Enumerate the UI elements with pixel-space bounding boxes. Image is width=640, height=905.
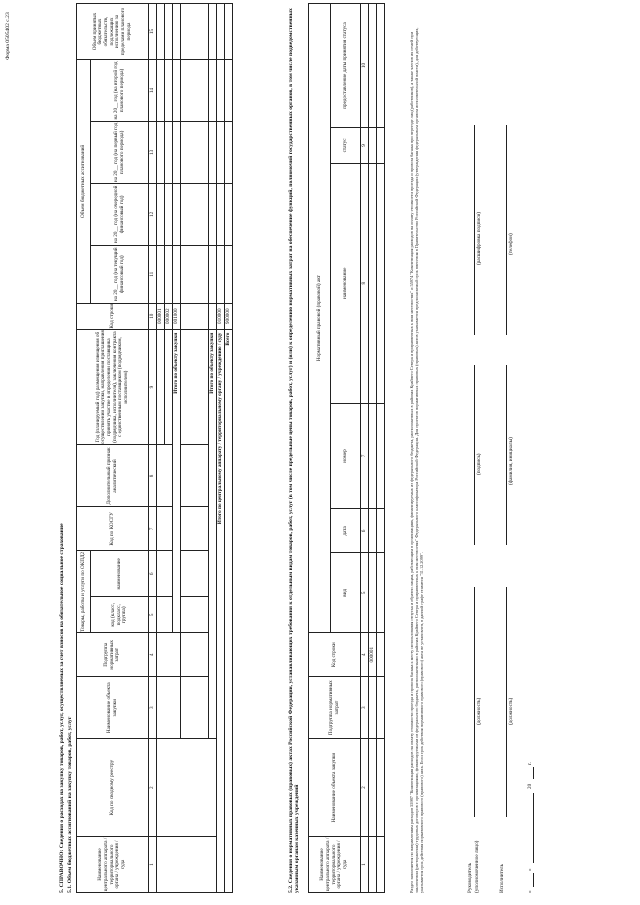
col-num: 8	[149, 445, 157, 507]
footnote: Раздел заполняется по направлениям расходов 55987 "Компенсация расходов на оплату стоимости проезда и провоза багажа к месту использования отпуска и обратно лицам, работающим в организациях, финансируемых из федерального бюджета, расположенных в районах Крайнего Севера и приравненных к ним местностях" и 55974 "Компенсация расходов на оплату стоимости проезда и провоза багажа при переезде лиц (работников), а также членов их семей при заключении (расторжении) трудовых договоров с организациями, финансируемыми из федерального бюджета, расположенными в районах Крайнего Севера и приравненных к ним местностях" Федерального классификатора Российской Федерации. Для проектов нормативных правовых (правовых) актов указывается предполагаемый срок внесения в Правительство Российской Федерации (утверждения федеральным органом исполнительной власти), для действующих, указывается срок действия нормативного правового (правового) акта. Если срок действия нормативного правового (правового) акта не установлен, в данной графе ставится "31.12.2099".	[409, 27, 424, 893]
th2-row-code: Код строки	[309, 633, 361, 677]
col-num: 13	[149, 121, 157, 183]
head-label-2: (уполномоченное лицо)	[474, 840, 480, 893]
th2-status: статус	[331, 127, 361, 163]
head-label: Руководитель	[467, 862, 473, 893]
th-goods: Товары, работы и услуги по ОКПД2	[77, 551, 91, 633]
col-num: 5	[149, 597, 157, 633]
table-row	[369, 4, 377, 893]
date-year-suffix: г.	[527, 762, 533, 765]
row-code: 000001	[369, 633, 377, 677]
table-row	[377, 4, 385, 893]
col-num: 11	[149, 245, 157, 303]
col-num: 1	[149, 837, 157, 893]
th-year-3: на 20__ год (на второй год планового периода)	[91, 60, 149, 122]
th-object: Наименование объекта закупки	[77, 677, 149, 739]
th-subgroup: Подгруппа нормативных затрат	[77, 633, 149, 677]
col-num: 4	[149, 633, 157, 677]
date-quote-open: «	[527, 890, 533, 893]
col-num: 3	[149, 677, 157, 739]
th-obligations: Объем принятых бюджетных обязательств, подлежащих исполнению за пределами планового периода	[77, 4, 149, 60]
row-code: 001000	[173, 303, 181, 329]
th-goods-code: код (класс, подкласс, группа)	[91, 597, 149, 633]
col-num: 7	[361, 403, 369, 509]
th-additional: Дополнительный признак аналитический	[77, 445, 149, 507]
col-num: 15	[149, 4, 157, 60]
column-numbers-row	[149, 4, 157, 893]
th2-date: дата	[331, 509, 361, 553]
row-code: 010000	[217, 303, 225, 329]
column-numbers-row	[361, 4, 369, 893]
executor-label: Исполнитель	[499, 863, 505, 893]
col-num: 1	[361, 837, 369, 893]
table-row	[157, 4, 165, 893]
row-code: 900000	[225, 303, 233, 329]
th2-pub: предоставление даты принятия статуса	[331, 4, 361, 128]
row-code: 000002	[165, 303, 173, 329]
col-num: 12	[149, 183, 157, 245]
col-num: 4	[361, 633, 369, 677]
date-year-prefix: 20	[527, 783, 533, 789]
col-num: 3	[361, 677, 369, 739]
th2-object: Наименование объекта закупки	[309, 739, 361, 837]
th-org: Наименование центрального аппарата / территориального органа / учреждения / суда	[77, 837, 149, 893]
total-object-label-2: Итого по объекту закупки	[209, 329, 217, 739]
form-number: Форма 0505402 с.23	[5, 12, 11, 60]
col-num: 9	[149, 329, 157, 445]
section-5-2-title: 5.2. Сведения о нормативных правовых (правовых) актах Российской Федерации, устанавливающих требования к отдельным видам товаров, работ, услуг (в том числе предельные цены товаров, работ, услуг) и (или) к определению нормативных затрат на обеспечение функций, полномочий государственных органов, в том числе подведомственных указанным органам казенных учреждений	[288, 8, 301, 893]
col-num: 14	[149, 60, 157, 122]
th-year-2: на 20__ год (на первый год планового периода)	[91, 121, 149, 183]
th2-kind: вид	[331, 553, 361, 633]
col-num: 2	[149, 739, 157, 837]
col-num: 7	[149, 507, 157, 551]
th2-subgroup: Подгруппа нормативных затрат	[309, 677, 361, 739]
th-kosgu: Код по КОСГУ	[77, 507, 149, 551]
th2-org: Наименование центрального аппарата / территориального органа / учреждения / суда	[309, 837, 361, 893]
date-quote-close: »	[527, 868, 533, 871]
row-code: 000001	[157, 303, 165, 329]
th-row-code: Код строки	[77, 303, 149, 329]
exec-position-caption: (должность)	[508, 697, 514, 725]
table-row	[225, 4, 233, 893]
th-year-0: на 20__ год (на текущий финансовый год)	[91, 245, 149, 303]
head-signature-caption: (подпись)	[476, 453, 482, 475]
total-all-label: Всего	[225, 329, 233, 892]
total-central-label: Итого по центральному аппарату / территориальному органу / учреждению / суду	[217, 329, 225, 892]
col-num: 10	[361, 4, 369, 128]
th2-title: наименование	[331, 163, 361, 403]
table-row	[217, 4, 225, 893]
total-object-label: Итого по объекту закупки	[173, 329, 181, 633]
th-goods-name: наименование	[91, 551, 149, 597]
normative-acts-table	[308, 3, 385, 893]
th2-act: Нормативный правовой (правовой) акт	[309, 4, 331, 633]
head-position-caption: (должность)	[476, 697, 482, 725]
exec-name-caption: (фамилия, инициалы)	[508, 437, 514, 485]
th2-number: номер	[331, 403, 361, 509]
col-num: 5	[361, 553, 369, 633]
th-code: Код по сводному реестру	[77, 739, 149, 837]
col-num: 9	[361, 127, 369, 163]
col-num: 6	[149, 551, 157, 597]
col-num: 2	[361, 739, 369, 837]
col-num: 6	[361, 509, 369, 553]
col-num: 8	[361, 163, 369, 403]
budget-table	[76, 3, 233, 893]
th-year-1: на 20__ год (на очередной финансовый год)	[91, 183, 149, 245]
th-budget: Объем бюджетных ассигнований	[77, 60, 91, 304]
col-num: 10	[149, 303, 157, 329]
exec-phone-caption: (телефон)	[508, 233, 514, 255]
th-year: Год (планируемый год) размещения извещения об осуществлении закупки, направления приглашения принять участие в определении поставщика (подрядчика, исполнителя), заключения контракта с единственным поставщиком (подрядчиком, исполнителем)	[77, 329, 149, 445]
head-decoding-caption: (расшифровка подписи)	[476, 212, 482, 265]
section-5-1-title: 5.1. Объем бюджетных ассигнований на закупку товаров, работ, услуг	[67, 716, 73, 893]
section-5-title: 5. СПРАВОЧНО: Сведения о расходах на закупку товаров, работ, услуг, осуществляемых за счет взносов на обязательное социальное страхование	[59, 523, 65, 893]
